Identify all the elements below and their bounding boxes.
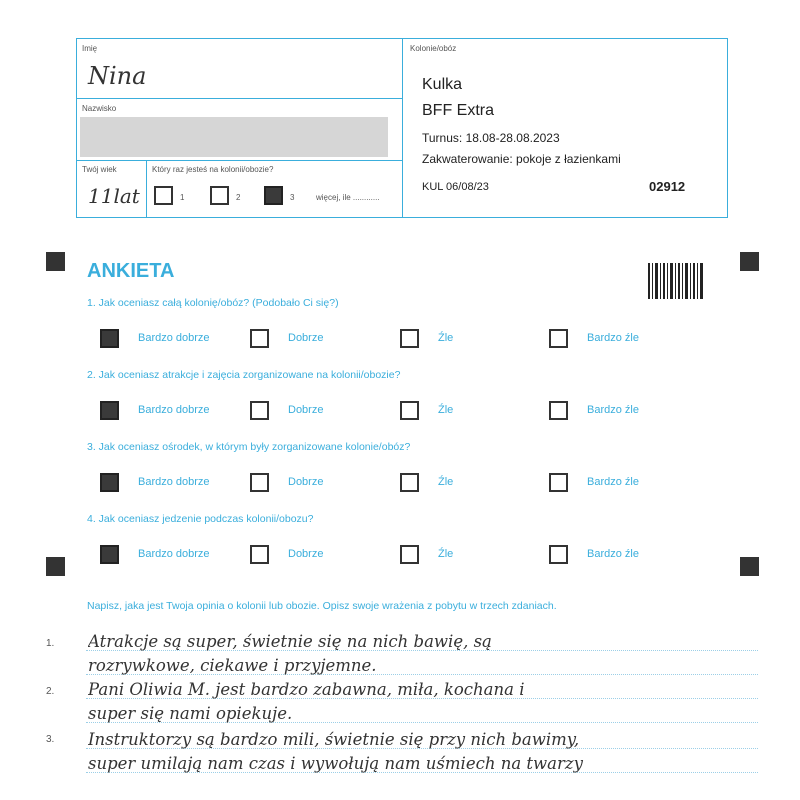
camp-accommodation: Zakwaterowanie: pokoje z łazienkami: [422, 152, 621, 166]
rating-checkbox[interactable]: [100, 545, 119, 564]
opinion-handwritten-line: rozrywkowe, ciekawe i przyjemne.: [88, 656, 377, 675]
rating-checkbox[interactable]: [549, 473, 568, 492]
visit-count-checkbox[interactable]: [264, 186, 283, 205]
visit-count-option-label: 3: [290, 193, 295, 202]
surname-label: Nazwisko: [82, 104, 117, 113]
rating-checkbox[interactable]: [100, 473, 119, 492]
camp-code: KUL 06/08/23: [422, 181, 489, 193]
visit-more-label: więcej, ile ............: [316, 193, 380, 202]
age-divider: [146, 160, 147, 218]
surname-field-redacted[interactable]: [80, 117, 388, 157]
visit-count-option-label: 1: [180, 193, 185, 202]
survey-question-text: 1. Jak oceniasz całą kolonię/obóz? (Podobało Ci się?): [87, 297, 339, 309]
age-field[interactable]: 11lat: [88, 184, 140, 208]
opinion-sentence-number: 3.: [46, 734, 55, 745]
opinion-handwritten-line: Pani Oliwia M. jest bardzo zabawna, miła, kochana i: [88, 680, 525, 699]
registration-marker: [46, 252, 65, 271]
rating-option-label: Dobrze: [288, 404, 324, 416]
opinion-handwritten-line: super umilają nam czas i wywołują nam uśmiech na twarzy: [88, 754, 583, 773]
rating-option-label: Bardzo dobrze: [138, 476, 210, 488]
row-divider: [76, 98, 403, 99]
barcode-icon: [648, 263, 703, 299]
visit-count-checkbox[interactable]: [154, 186, 173, 205]
rating-option-label: Bardzo źle: [587, 476, 639, 488]
rating-checkbox[interactable]: [100, 401, 119, 420]
rating-checkbox[interactable]: [250, 545, 269, 564]
survey-question-text: 3. Jak oceniasz ośrodek, w którym były zorganizowane kolonie/obóz?: [87, 441, 411, 453]
rating-checkbox[interactable]: [250, 401, 269, 420]
visit-count-option-label: 2: [236, 193, 241, 202]
survey-title: ANKIETA: [87, 260, 175, 282]
opinion-handwritten-line: super się nami opiekuje.: [88, 704, 293, 723]
opinion-handwritten-line: Instruktorzy są bardzo mili, świetnie się przy nich bawimy,: [88, 730, 580, 749]
registration-marker: [740, 252, 759, 271]
opinion-sentence-number: 2.: [46, 686, 55, 697]
rating-checkbox[interactable]: [250, 473, 269, 492]
rating-option-label: Źle: [438, 476, 454, 488]
rating-checkbox[interactable]: [400, 329, 419, 348]
row-divider: [76, 160, 403, 161]
registration-marker: [740, 557, 759, 576]
camp-turnus: Turnus: 18.08-28.08.2023: [422, 131, 560, 145]
rating-checkbox[interactable]: [400, 401, 419, 420]
age-label: Twój wiek: [82, 165, 117, 174]
name-label: Imię: [82, 44, 98, 53]
rating-checkbox[interactable]: [549, 401, 568, 420]
rating-option-label: Bardzo źle: [587, 404, 639, 416]
opinion-sentence-number: 1.: [46, 638, 55, 649]
registration-marker: [46, 557, 65, 576]
rating-checkbox[interactable]: [100, 329, 119, 348]
rating-option-label: Dobrze: [288, 476, 324, 488]
visit-count-label: Który raz jesteś na kolonii/obozie?: [152, 165, 274, 174]
visit-count-checkbox[interactable]: [210, 186, 229, 205]
rating-option-label: Źle: [438, 332, 454, 344]
name-field[interactable]: Nina: [88, 62, 147, 90]
header-divider: [402, 38, 403, 218]
rating-option-label: Źle: [438, 548, 454, 560]
rating-option-label: Bardzo dobrze: [138, 404, 210, 416]
rating-checkbox[interactable]: [400, 473, 419, 492]
rating-option-label: Dobrze: [288, 332, 324, 344]
rating-checkbox[interactable]: [549, 329, 568, 348]
rating-option-label: Bardzo dobrze: [138, 548, 210, 560]
survey-question-text: 4. Jak oceniasz jedzenie podczas kolonii/obozu?: [87, 513, 314, 525]
camp-label: Kolonie/obóz: [410, 44, 457, 53]
rating-option-label: Dobrze: [288, 548, 324, 560]
rating-checkbox[interactable]: [549, 545, 568, 564]
rating-option-label: Bardzo źle: [587, 548, 639, 560]
camp-number: 02912: [649, 179, 686, 194]
rating-option-label: Bardzo źle: [587, 332, 639, 344]
rating-checkbox[interactable]: [250, 329, 269, 348]
rating-option-label: Źle: [438, 404, 454, 416]
camp-program: BFF Extra: [422, 102, 495, 119]
opinion-handwritten-line: Atrakcje są super, świetnie się na nich bawię, są: [88, 632, 492, 651]
rating-option-label: Bardzo dobrze: [138, 332, 210, 344]
rating-checkbox[interactable]: [400, 545, 419, 564]
opinion-prompt: Napisz, jaka jest Twoja opinia o kolonii lub obozie. Opisz swoje wrażenia z pobytu w trzech zdaniach.: [87, 600, 557, 612]
survey-question-text: 2. Jak oceniasz atrakcje i zajęcia zorganizowane na kolonii/obozie?: [87, 369, 401, 381]
camp-name: Kulka: [422, 76, 463, 93]
